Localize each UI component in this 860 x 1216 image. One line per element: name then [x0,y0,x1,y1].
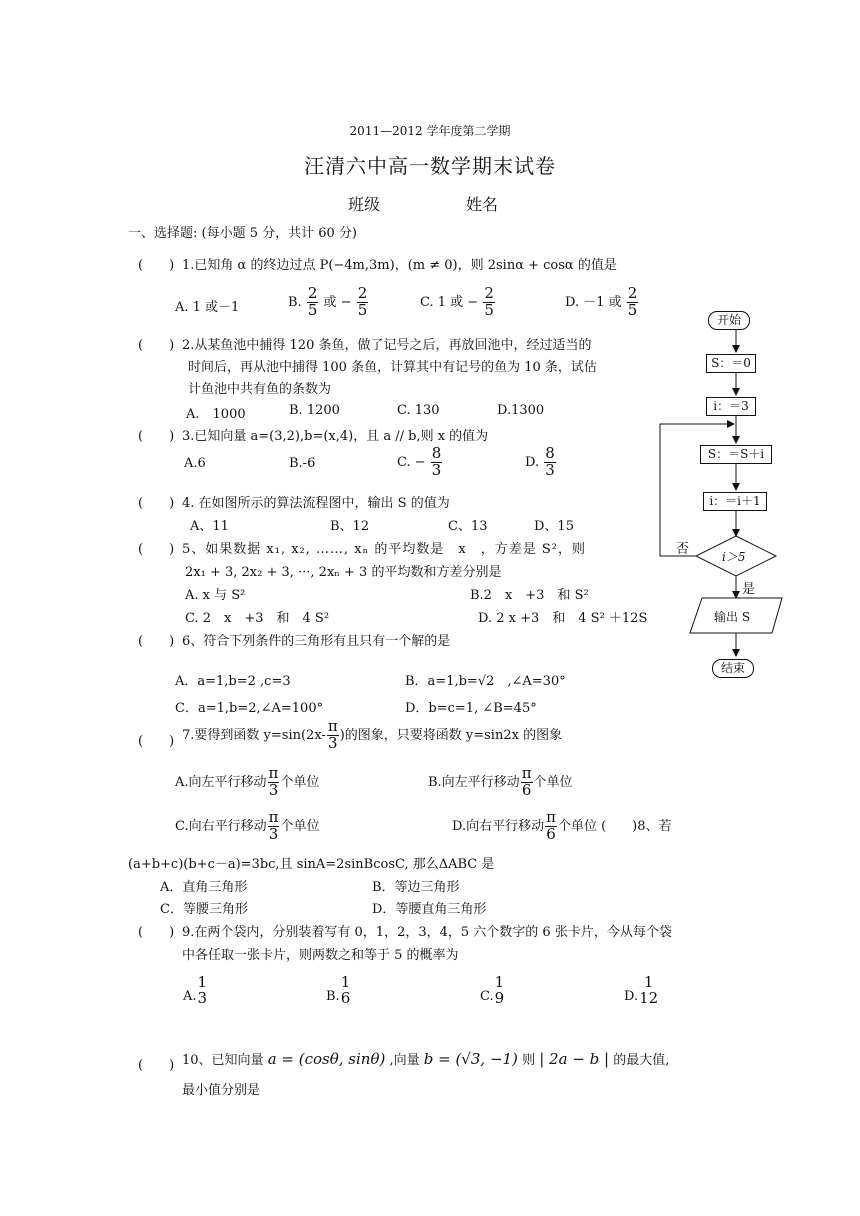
flowchart-condition: i＞5 [722,550,746,564]
q3-stem: 3.已知向量 a=(3,2),b=(x,4)，且 a // b,则 x 的值为 [182,429,489,444]
q6-option-b: B．a=1,b=√2 ,∠A=30° [405,674,566,689]
q4-option-c: C、13 [448,519,488,534]
q7-option-a: A.向左平行移动 $\frac{\pi}{3}$ 个单位 [175,764,320,799]
q3-option-b: B.-6 [289,456,316,471]
q5-option-a: A. x 与 S² [185,588,246,603]
q1-option-d: D. －1 或 $\frac{2}{5}$ [565,284,638,319]
q2-option-c: C. 130 [397,403,440,418]
q8-option-a: A．直角三角形 [160,880,248,895]
q2-option-b: B. 1200 [289,403,340,418]
exam-title: 汪清六中高一数学期末试卷 [304,154,556,178]
q10-line2: 最小值分别是 [182,1083,261,1098]
school-year: 2011—2012 学年度第二学期 [349,124,511,138]
q4-stem: 4. 在如图所示的算法流程图中，输出 S 的值为 [182,496,450,511]
q1-option-b: B. $\frac{2}{5}$ 或 − $\frac{2}{5}$ [288,284,368,319]
q1-stem: 1.已知角 α 的终边过点 P(−4m,3m)，(m ≠ 0)，则 2sinα + cosα 的值是 [182,258,617,273]
q10-line1: 10、已知向量 a = (cosθ, sinθ) ,向量 b = (√3, −1) 则 | 2a − b | 的最大值, [182,1050,670,1068]
q6-option-d: D．b=c=1, ∠B=45° [405,701,537,716]
q9-line2: 中各任取一张卡片，则两数之和等于 5 的概率为 [182,948,459,963]
q9-option-c: C. 1 9 [480,973,505,1007]
q6-option-c: C．a=1,b=2,∠A=100° [175,701,324,716]
answer-paren: ( ) [138,258,175,273]
q2-option-a: A. 1000 [186,407,246,422]
q3-option-d: D. $\frac{8}{3}$ [525,444,555,479]
q8-option-b: B．等边三角形 [372,880,460,895]
class-label: 班级 [348,195,381,214]
q3-option-a: A.6 [184,456,206,471]
q6-option-a: A．a=1,b=2 ,c=3 [175,674,291,689]
q6-stem: 6、符合下列条件的三角形有且只有一个解的是 [182,634,451,649]
answer-paren: ( ) [138,496,175,511]
flowchart-output: 输出 S [714,610,751,624]
q7-option-c: C.向右平行移动 $\frac{\pi}{3}$ 个单位 [175,808,320,843]
q1-option-a: A. 1 或－1 [175,300,240,315]
flowchart-init-s: S：＝0 [706,354,756,373]
q7-option-d: D.向右平行移动 $\frac{\pi}{6}$ 个单位 ( )8、若 [452,808,672,843]
q5-line2: 2x₁ + 3, 2x₂ + 3, ···, 2xₙ + 3 的平均数和方差分别是 [185,565,502,580]
answer-paren: ( ) [138,338,175,353]
q2-line1: 2.从某鱼池中捕得 120 条鱼，做了记号之后，再放回池中，经过适当的 [182,338,592,353]
q2-option-d: D.1300 [497,403,545,418]
q7-option-b: B.向左平行移动 $\frac{\pi}{6}$ 个单位 [428,764,573,799]
q5-line1: 5、如果数据 x₁, x₂, ……, xₙ 的平均数是 x ，方差是 S²，则 [182,542,586,557]
q9-option-b: B. 1 6 [326,973,351,1007]
answer-paren: ( ) [138,734,175,749]
q5-option-c: C. 2 x +3 和 4 S² [185,611,330,626]
q9-line1: 9.在两个袋内，分别装着写有 0，1，2，3，4，5 六个数字的 6 张卡片，今从每个袋 [182,925,672,940]
flowchart-init-i: i：＝3 [706,397,756,416]
answer-paren: ( ) [138,542,175,557]
q4-option-a: A、11 [190,519,229,534]
flowchart-update-s: S：＝S＋i [700,445,772,464]
q8-option-d: D．等腰直角三角形 [372,902,487,917]
flowchart-update-i: i：＝i＋1 [703,492,767,511]
q4-option-b: B、12 [330,519,370,534]
q7-stem: 7.要得到函数 y=sin(2x- $\frac{\pi}{3}$ )的图象，只要将函数 y=sin2x 的图象 [182,717,563,752]
q9-option-a: A. 1 3 [183,973,208,1007]
flowchart-end: 结束 [712,659,754,678]
flowchart-yes-label: 是 [742,582,756,597]
section-heading: 一、选择题: (每小题 5 分，共计 60 分) [128,226,357,241]
q3-option-c: C. − $\frac{8}{3}$ [397,444,442,479]
q5-option-b: B.2 x +3 和 S² [470,588,589,603]
answer-paren: ( ) [138,634,175,649]
name-label: 姓名 [466,195,499,214]
q8-option-c: C．等腰三角形 [160,902,248,917]
q9-option-d: D. 1 12 [624,973,659,1007]
q2-line3: 计鱼池中共有鱼的条数为 [188,382,332,397]
flowchart-start: 开始 [708,311,750,330]
answer-paren: ( ) [138,925,175,940]
flowchart-no-label: 否 [676,542,690,557]
q1-option-c: C. 1 或 − $\frac{2}{5}$ [420,284,494,319]
q4-option-d: D、15 [534,519,574,534]
q5-option-d: D. 2 x +3 和 4 S² ＋12S [478,611,648,626]
q8-line2: (a+b+c)(b+c－a)=3bc,且 sinA=2sinBcosC, 那么ΔABC 是 [128,857,495,872]
answer-paren: ( ) [138,1058,175,1073]
answer-paren: ( ) [138,429,175,444]
q2-line2: 时间后，再从池中捕得 100 条鱼，计算其中有记号的鱼为 10 条，试估 [188,360,597,375]
